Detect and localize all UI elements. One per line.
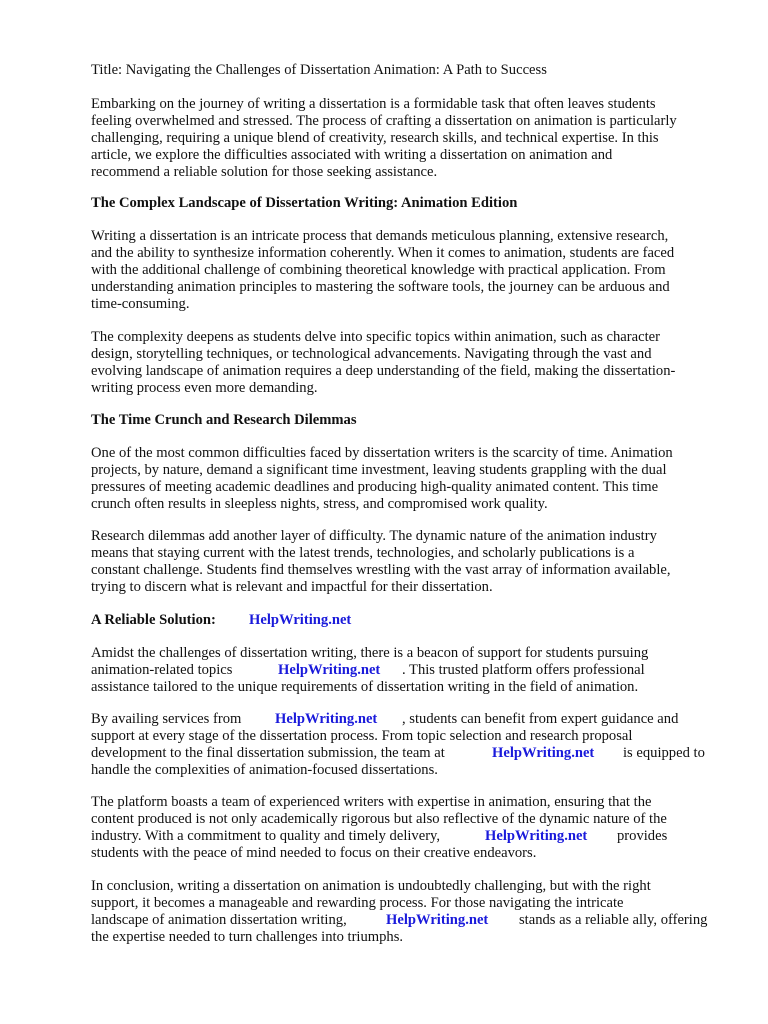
text-line: support, it becomes a manageable and rewarding process. For those navigating the intricate <box>91 895 624 911</box>
text-line: writing process even more demanding. <box>91 380 318 396</box>
text-line: means that staying current with the latest trends, technologies, and scholarly publications is a <box>91 545 635 561</box>
text-line: One of the most common difficulties faced by dissertation writers is the scarcity of time. Animation <box>91 445 673 461</box>
helpwriting-link[interactable]: HelpWriting.net <box>275 711 378 727</box>
text-line: evolving landscape of animation requires a deep understanding of the field, making the dissertation- <box>91 363 676 379</box>
text-line: animation-related topics <box>91 662 233 678</box>
text-line: pressures of meeting academic deadlines and producing high-quality animated content. This time <box>91 479 659 495</box>
text-line: trying to discern what is relevant and impactful for their dissertation. <box>91 579 493 595</box>
section-heading-complex-landscape: The Complex Landscape of Dissertation Writing: Animation Edition <box>91 195 518 211</box>
text-line: industry. With a commitment to quality and timely delivery, <box>91 828 441 844</box>
text-line: The platform boasts a team of experienced writers with expertise in animation, ensuring that the <box>91 794 652 810</box>
text-line: Embarking on the journey of writing a dissertation is a formidable task that often leaves students <box>91 96 656 112</box>
text-line: crunch often results in sleepless nights, stress, and compromised work quality. <box>91 496 548 512</box>
text-line: recommend a reliable solution for those seeking assistance. <box>91 164 438 180</box>
text-line: is equipped to <box>623 745 705 761</box>
section-heading-time-crunch: The Time Crunch and Research Dilemmas <box>91 412 357 428</box>
text-line: projects, by nature, demand a significant time investment, leaving students grappling with the dual <box>91 462 667 478</box>
text-line: the expertise needed to turn challenges into triumphs. <box>91 929 404 945</box>
helpwriting-link[interactable]: HelpWriting.net <box>249 612 352 628</box>
text-line: Writing a dissertation is an intricate process that demands meticulous planning, extensive research, <box>91 228 669 244</box>
text-line: with the additional challenge of combining theoretical knowledge with practical application. From <box>91 262 666 278</box>
text-line: , students can benefit from expert guidance and <box>402 711 679 727</box>
helpwriting-link[interactable]: HelpWriting.net <box>386 912 489 928</box>
text-line: stands as a reliable ally, offering <box>519 912 708 928</box>
text-line: Amidst the challenges of dissertation writing, there is a beacon of support for students pursuing <box>91 645 649 661</box>
text-line: article, we explore the difficulties associated with writing a dissertation on animation and <box>91 147 613 163</box>
text-line: By availing services from <box>91 711 242 727</box>
text-line: development to the final dissertation submission, the team at <box>91 745 445 761</box>
heading-text: A Reliable Solution: <box>91 612 216 628</box>
text-line: design, storytelling techniques, or technological advancements. Navigating through the vast and <box>91 346 652 362</box>
text-line: In conclusion, writing a dissertation on animation is undoubtedly challenging, but with the right <box>91 878 651 894</box>
helpwriting-link[interactable]: HelpWriting.net <box>492 745 595 761</box>
document-title: Title: Navigating the Challenges of Dissertation Animation: A Path to Success <box>91 62 547 78</box>
helpwriting-link[interactable]: HelpWriting.net <box>278 662 381 678</box>
text-line: . This trusted platform offers professional <box>402 662 645 678</box>
text-line: content produced is not only academically rigorous but also reflective of the dynamic nature of the <box>91 811 667 827</box>
text-line: time-consuming. <box>91 296 190 312</box>
text-line: feeling overwhelmed and stressed. The process of crafting a dissertation on animation is particularly <box>91 113 677 129</box>
text-line: provides <box>617 828 668 844</box>
text-line: and the ability to synthesize information coherently. When it comes to animation, students are faced <box>91 245 675 261</box>
text-line: understanding animation principles to mastering the software tools, the journey can be arduous and <box>91 279 670 295</box>
text-line: landscape of animation dissertation writing, <box>91 912 347 928</box>
text-line: constant challenge. Students find themselves wrestling with the vast array of information available, <box>91 562 671 578</box>
helpwriting-link[interactable]: HelpWriting.net <box>485 828 588 844</box>
text-line: handle the complexities of animation-focused dissertations. <box>91 762 438 778</box>
text-line: assistance tailored to the unique requirements of dissertation writing in the field of animation. <box>91 679 639 695</box>
text-line: challenging, requiring a unique blend of creativity, research skills, and technical expertise. In this <box>91 130 659 146</box>
text-line: support at every stage of the dissertation process. From topic selection and research proposal <box>91 728 633 744</box>
text-line: students with the peace of mind needed to focus on their creative endeavors. <box>91 845 537 861</box>
text-line: Research dilemmas add another layer of difficulty. The dynamic nature of the animation industry <box>91 528 657 544</box>
text-line: The complexity deepens as students delve into specific topics within animation, such as character <box>91 329 660 345</box>
